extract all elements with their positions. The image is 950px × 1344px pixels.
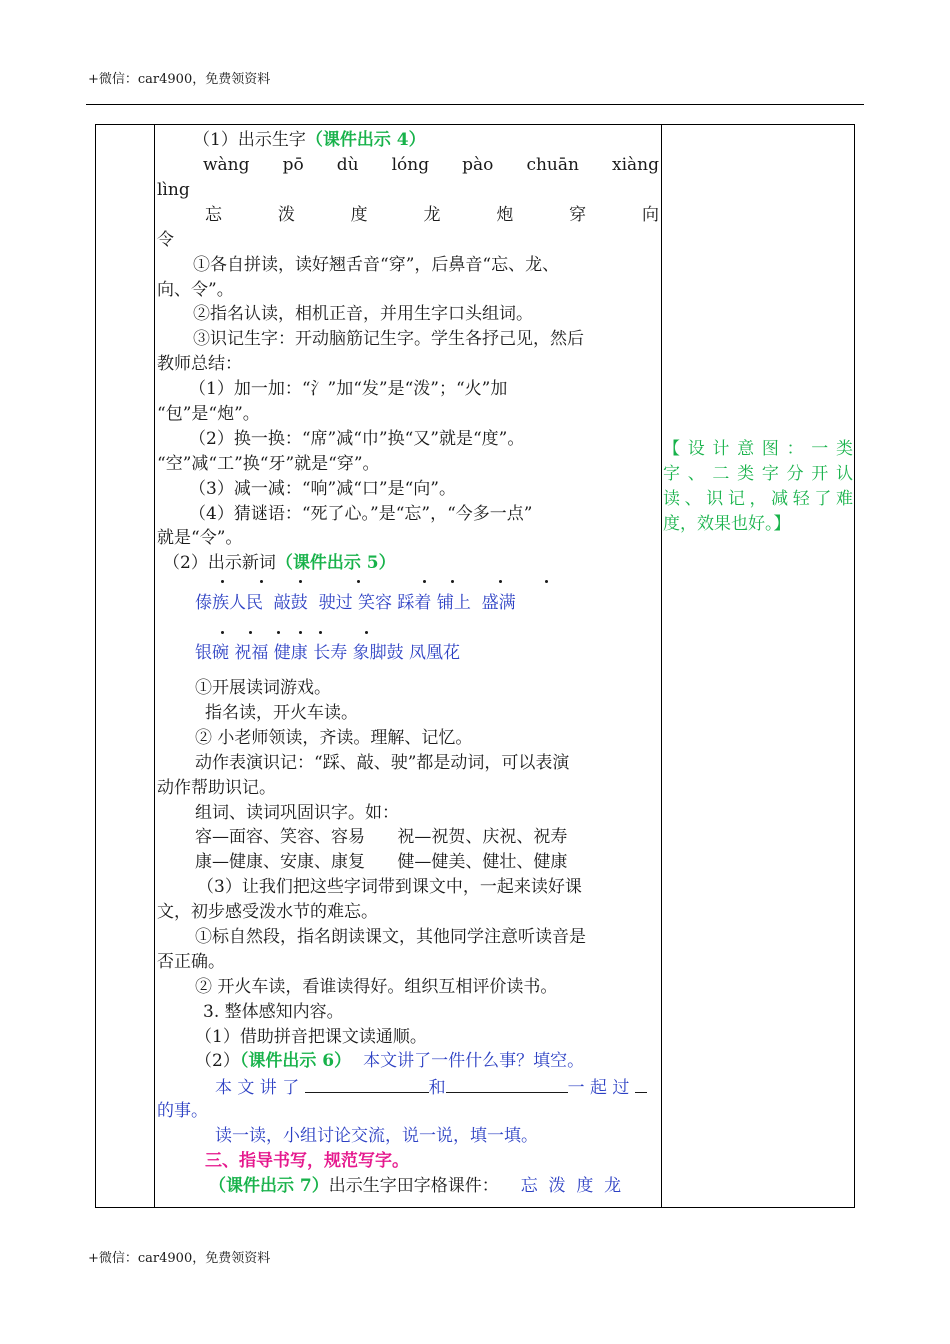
dot xyxy=(365,631,368,634)
pinyin-line-2: lìng xyxy=(157,180,190,200)
read-c-2: 教师总结： xyxy=(157,354,242,374)
game-4b: 动作帮助识记。 xyxy=(157,778,276,798)
read-a-2: 向、令”。 xyxy=(157,280,234,300)
read-c-1: ③识记生字：开动脑筋记生字。学生各抒己见，然后 xyxy=(193,329,584,349)
emphasis-dots-1 xyxy=(157,580,659,590)
dot xyxy=(451,580,454,583)
new-words-line-1: 傣族人民 敲鼓 驶过 笑容 踩着 铺上 盛满 xyxy=(195,593,516,613)
method-4b: 就是“令”。 xyxy=(157,528,243,548)
read-b: ②指名认读，相机正音，并用生字口头组词。 xyxy=(193,304,533,324)
step2-title: （2）出示新词 xyxy=(163,553,276,573)
blank-3[interactable] xyxy=(635,1074,647,1093)
game-5: 组词、读词巩固识字。如： xyxy=(195,803,399,823)
step2-heading xyxy=(157,551,659,575)
method-2a: （2）换一换：“席”减“巾”换“又”就是“度”。 xyxy=(189,429,525,449)
step1-ppt: （课件出示 4） xyxy=(305,130,426,150)
blank-2[interactable] xyxy=(446,1074,568,1093)
chars-line-2: 令 xyxy=(157,230,174,250)
step3-b: 文，初步感受泼水节的难忘。 xyxy=(157,902,378,922)
new-words-line-2: 银碗 祝福 健康 长寿 象脚鼓 凤凰花 xyxy=(195,643,461,663)
column-divider-2 xyxy=(661,125,662,1207)
fill-text-c: 一 起 过 xyxy=(567,1078,630,1098)
dot xyxy=(423,580,426,583)
section-3-title: 三、指导书写，规范写字。 xyxy=(205,1151,409,1171)
design-intent-line-2: 字、二类字分开认 xyxy=(663,464,853,484)
design-intent xyxy=(663,437,853,537)
part3-b xyxy=(157,1049,659,1073)
dot xyxy=(545,580,548,583)
read-a-1: ①各自拼读，读好翘舌音“穿”，后鼻音“忘、龙、 xyxy=(193,255,560,275)
step3-a: （3）让我们把这些字词带到课文中，一起来读好课 xyxy=(197,877,582,897)
design-intent-line-1: 【设计意图：一类 xyxy=(663,439,853,459)
dot xyxy=(299,580,302,583)
step3-d: ② 开火车读，看谁读得好。组织互相评价读书。 xyxy=(195,977,558,997)
dot xyxy=(277,631,280,634)
part3-title: 3. 整体感知内容。 xyxy=(203,1002,344,1022)
header-rule xyxy=(86,104,864,105)
game-2: 指名读，开火车读。 xyxy=(205,703,358,723)
game-4a: 动作表演识记：“踩、敲、驶”都是动词，可以表演 xyxy=(195,753,570,773)
method-4a: （4）猜谜语：“死了心。”是“忘”，“今多一点” xyxy=(189,504,533,524)
part3-b-question: 本文讲了一件什么事？填空。 xyxy=(363,1051,585,1071)
fill-text-a: 本 文 讲 了 xyxy=(215,1078,300,1098)
design-intent-line-3: 读、识记，减轻了难 xyxy=(663,489,853,509)
design-intent-line-4: 度，效果也好。】 xyxy=(663,514,791,534)
dot xyxy=(221,631,224,634)
last-line xyxy=(157,1174,659,1198)
dot xyxy=(499,580,502,583)
last-ppt: （课件出示 7） xyxy=(209,1176,329,1196)
dot xyxy=(357,580,360,583)
dot xyxy=(299,631,302,634)
game-3: ② 小老师领读，齐读。理解、记忆。 xyxy=(195,728,473,748)
last-chars: 忘 泼 度 龙 xyxy=(520,1176,622,1196)
header-note: +微信：car4900，免费领资料 xyxy=(88,72,271,87)
footer-note: +微信：car4900，免费领资料 xyxy=(88,1251,271,1266)
step3-c1: ①标自然段，指名朗读课文，其他同学注意听读音是 xyxy=(195,927,586,947)
method-1a: （1）加一加：“氵”加“发”是“泼”；“火”加 xyxy=(189,379,508,399)
game-6: 容—面容、笑容、容易 祝—祝贺、庆祝、祝寿 xyxy=(195,827,568,847)
method-3: （3）减一减：“响”减“口”是“向”。 xyxy=(189,479,456,499)
chars-line-1: 忘 泼 度 龙 炮 穿 向 xyxy=(205,205,659,225)
method-1b: “包”是“炮”。 xyxy=(157,404,260,424)
part3-b-prefix: （2） xyxy=(195,1051,240,1071)
step1-title: （1）出示生字 xyxy=(193,130,306,150)
blank-1[interactable] xyxy=(305,1074,429,1093)
step2-ppt: （课件出示 5） xyxy=(275,553,396,573)
step3-c2: 否正确。 xyxy=(157,952,225,972)
game-1: ①开展读词游戏。 xyxy=(195,678,331,698)
part3-a: （1）借助拼音把课文读通顺。 xyxy=(195,1027,427,1047)
emphasis-dots-2 xyxy=(157,631,659,641)
dot xyxy=(249,631,252,634)
part3-b-ppt: （课件出示 6） xyxy=(239,1051,352,1071)
dot xyxy=(221,580,224,583)
last-text: 出示生字田字格课件： xyxy=(328,1176,499,1196)
fill-end: 的事。 xyxy=(157,1101,208,1121)
fill-blank-line xyxy=(157,1074,659,1100)
pinyin-line-1: wàng pō dù lóng pào chuān xiàng xyxy=(203,155,659,175)
dot xyxy=(260,580,263,583)
discuss-line: 读一读，小组讨论交流，说一说，填一填。 xyxy=(215,1126,538,1146)
fill-text-b: 和 xyxy=(428,1078,446,1098)
game-7: 康—健康、安康、康复 健—健美、健壮、健康 xyxy=(195,852,568,872)
step1-heading xyxy=(157,128,659,152)
process-cell xyxy=(155,125,661,1207)
method-2b: “空”减“工”换“牙”就是“穿”。 xyxy=(157,454,380,474)
lesson-table xyxy=(95,124,855,1208)
dot xyxy=(319,631,322,634)
